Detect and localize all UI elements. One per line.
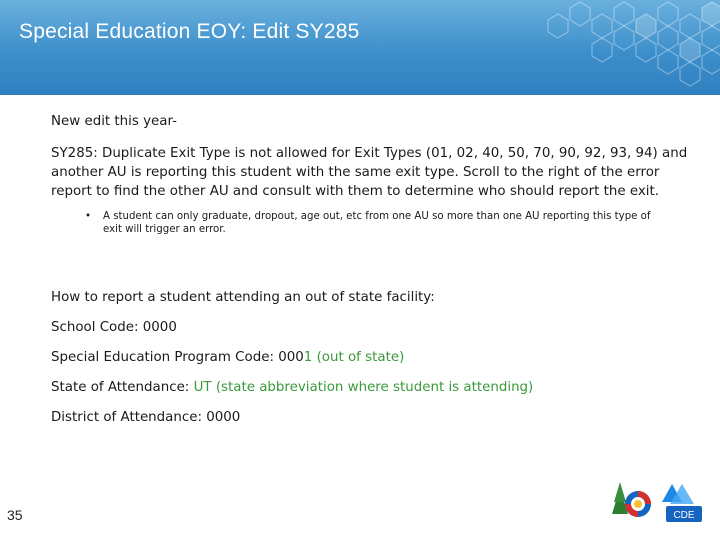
cde-logo-icon <box>662 484 702 522</box>
title-banner <box>0 0 720 95</box>
bullet-text: A student can only graduate, dropout, age out, etc from one AU so more than one AU reporting this type of exit will trigger an error. <box>103 211 651 235</box>
bullet-item <box>85 210 655 236</box>
bullet-icon: • <box>85 211 92 222</box>
state-value: UT (state abbreviation where student is attending) <box>193 380 534 395</box>
school-code-value: 0000 <box>142 320 177 335</box>
school-code-line <box>51 318 691 337</box>
intro-text: New edit this year- <box>51 114 177 129</box>
how-to-heading: How to report a student attending an out of state facility: <box>51 290 435 305</box>
cde-logo-text: CDE <box>673 510 695 521</box>
program-code-label: Special Education Program Code: <box>51 350 279 365</box>
slide-title: Special Education EOY: Edit SY285 <box>19 20 360 43</box>
district-value: 0000 <box>206 410 241 425</box>
logos <box>610 480 720 530</box>
hexagon-pattern <box>400 0 720 95</box>
edit-description: SY285: Duplicate Exit Type is not allowed for Exit Types (01, 02, 40, 50, 70, 90, 92, 93, 94) and another AU is reporting this student with the same exit type. Scroll to the right of the error report to find the other AU and consult with them to determine who should report the exit. <box>51 146 688 199</box>
program-code-line <box>51 348 691 367</box>
program-code-green-value: 1 (out of state) <box>303 350 405 365</box>
district-label: District of Attendance: <box>51 410 207 425</box>
colorado-logo-icon <box>612 482 651 517</box>
slide-content <box>51 112 691 427</box>
state-label: State of Attendance: <box>51 380 194 395</box>
district-line <box>51 408 691 427</box>
state-line <box>51 378 691 397</box>
page-number: 35 <box>7 507 23 523</box>
school-code-label: School Code: <box>51 320 143 335</box>
program-code-value: 000 <box>278 350 304 365</box>
